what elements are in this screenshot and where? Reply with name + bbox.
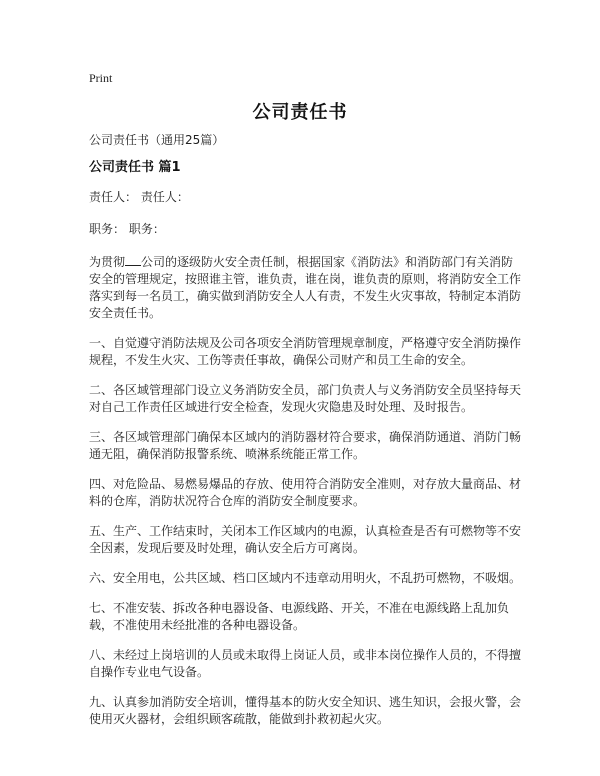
document-body xyxy=(89,132,523,741)
clause-paragraph: 四、对危险品、易燃易爆品的存放、使用符合消防安全准则，对存放大量商品、材料的仓库，消防状况符合仓库的消防安全制度要求。 xyxy=(89,477,522,508)
clause-paragraph: 五、生产、工作结束时，关闭本工作区域内的电源，认真检查是否有可燃物等不安全因素，发现后要及时处理，确认安全后方可离岗。 xyxy=(89,524,522,555)
clause-paragraph: 三、各区域管理部门确保本区域内的消防器材符合要求，确保消防通道、消防门畅通无阻，确保消防报警系统、喷淋系统能正常工作。 xyxy=(89,430,522,461)
clause-paragraph: 七、不准安装、拆改各种电器设备、电源线路、开关，不准在电源线路上乱加负载，不准使用未经批准的各种电器设备。 xyxy=(89,601,510,632)
section-heading: 公司责任书 篇1 xyxy=(89,160,181,175)
clause-paragraph: 二、各区域管理部门设立义务消防安全员，部门负责人与义务消防安全员坚持每天对自己工作责任区域进行安全检查，发现火灾隐患及时处理、及时报告。 xyxy=(89,383,522,414)
intro-paragraph xyxy=(89,253,523,322)
intro-text-rest: 公司的逐级防火安全责任制，根据国家《消防法》和消防部门有关消防安全的管理规定，按照谁主管，谁负责，谁在岗，谁负责的原则，将消防安全工作落实到每一名员工，确实做到消防安全人人有责，不发生火灾事故，特制定本消防安全责任书。 xyxy=(89,255,522,320)
document-subtitle: 公司责任书（通用25篇） xyxy=(89,133,225,147)
company-name-blank xyxy=(125,253,141,266)
responsible-person-line: 责任人： 责任人： xyxy=(89,190,189,204)
clause-paragraph: 八、未经过上岗培训的人员或未取得上岗证人员，或非本岗位操作人员的，不得擅自操作专业电气设备。 xyxy=(89,648,522,679)
clause-paragraph: 六、安全用电，公共区域、档口区域内不违章动用明火，不乱扔可燃物，不吸烟。 xyxy=(89,571,522,585)
intro-text-start: 为贯彻 xyxy=(89,255,126,269)
print-link[interactable]: Print xyxy=(89,71,113,85)
position-line: 职务： 职务： xyxy=(89,222,165,236)
page-title: 公司责任书 xyxy=(252,102,348,123)
clause-paragraph: 一、自觉遵守消防法规及公司各项安全消防管理规章制度，严格遵守安全消防操作规程，不发生火灾、工伤等责任事故，确保公司财产和员工生命的安全。 xyxy=(89,336,522,367)
clause-paragraph: 九、认真参加消防安全培训，懂得基本的防火安全知识、逃生知识，会报火警，会使用灭火器材，会组织顾客疏散，能做到扑救初起火灾。 xyxy=(89,695,522,726)
